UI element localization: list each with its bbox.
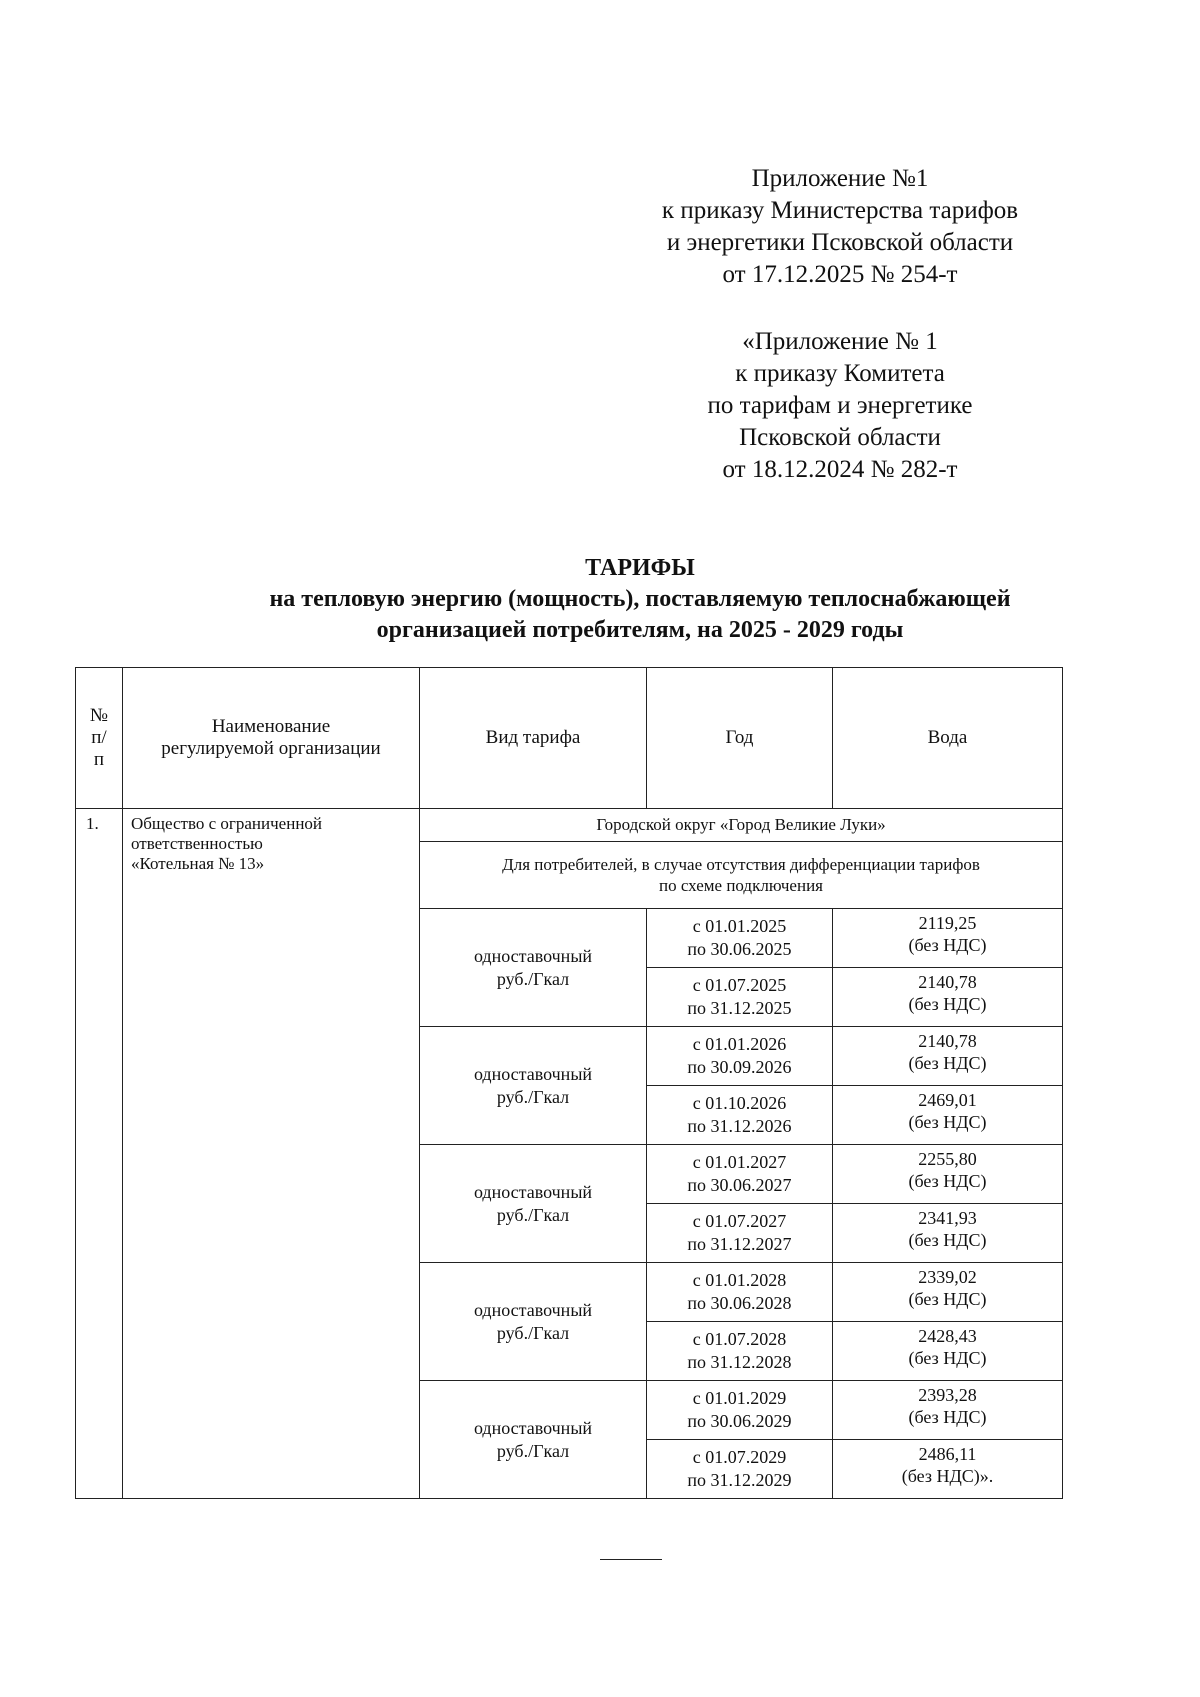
title-line: на тепловую энергию (мощность), поставляемую теплоснабжающей: [269, 586, 1011, 612]
header-tariff-type: Вид тарифа: [420, 668, 647, 809]
tariff-type: одноставочный руб./Гкал: [420, 909, 647, 1027]
tariff-period: с 01.07.2028 по 31.12.2028: [647, 1322, 833, 1381]
appendix-line: Псковской области: [739, 424, 941, 451]
header-number: № п/ п: [76, 668, 123, 809]
appendix-line: от 18.12.2024 № 282-т: [722, 456, 958, 483]
header-water: Вода: [833, 668, 1063, 809]
tariff-value: 2119,25 (без НДС): [833, 909, 1063, 968]
tariff-period: с 01.01.2026 по 30.09.2026: [647, 1027, 833, 1086]
appendix-line: по тарифам и энергетике: [707, 392, 973, 419]
tariff-value: 2428,43 (без НДС): [833, 1322, 1063, 1381]
appendix-line: к приказу Министерства тарифов: [661, 197, 1019, 224]
appendix-line: Приложение №1: [751, 165, 929, 192]
appendix-header: [610, 163, 1070, 291]
tariff-type: одноставочный руб./Гкал: [420, 1145, 647, 1263]
title-line: организацией потребителям, на 2025 - 2029 годы: [376, 617, 904, 643]
title-line: ТАРИФЫ: [585, 555, 695, 581]
tariff-value: 2255,80 (без НДС): [833, 1145, 1063, 1204]
tariff-period: с 01.07.2025 по 31.12.2025: [647, 968, 833, 1027]
tariff-value: 2469,01 (без НДС): [833, 1086, 1063, 1145]
tariff-value: 2339,02 (без НДС): [833, 1263, 1063, 1322]
tariff-type: одноставочный руб./Гкал: [420, 1263, 647, 1381]
tariff-value: 2140,78 (без НДС): [833, 1027, 1063, 1086]
end-divider-line: [600, 1559, 662, 1560]
tariff-table: [75, 667, 1063, 1499]
tariff-period: с 01.07.2029 по 31.12.2029: [647, 1440, 833, 1499]
table-header-row: [76, 668, 1063, 809]
district-name: Городской округ «Город Великие Луки»: [420, 809, 1063, 842]
tariff-value: 2393,28 (без НДС): [833, 1381, 1063, 1440]
tariff-period: с 01.07.2027 по 31.12.2027: [647, 1204, 833, 1263]
tariff-period: с 01.01.2025 по 30.06.2025: [647, 909, 833, 968]
header-year: Год: [647, 668, 833, 809]
tariff-type: одноставочный руб./Гкал: [420, 1027, 647, 1145]
tariff-period: с 01.01.2028 по 30.06.2028: [647, 1263, 833, 1322]
appendix-line: и энергетики Псковской области: [666, 229, 1014, 256]
appendix-line: «Приложение № 1: [742, 328, 938, 355]
tariff-value: 2341,93 (без НДС): [833, 1204, 1063, 1263]
appendix-line: к приказу Комитета: [735, 360, 945, 387]
tariff-period: с 01.10.2026 по 31.12.2026: [647, 1086, 833, 1145]
organization-name: Общество с ограниченной ответственностью «Котельная № 13»: [123, 809, 420, 1499]
appendix-line: от 17.12.2025 № 254-т: [722, 261, 958, 288]
tariff-type: одноставочный руб./Гкал: [420, 1381, 647, 1499]
row-number: 1.: [76, 809, 123, 1499]
previous-appendix-header: [680, 326, 1000, 486]
tariff-value: 2140,78 (без НДС): [833, 968, 1063, 1027]
header-organization: Наименование регулируемой организации: [123, 668, 420, 809]
tariff-period: с 01.01.2027 по 30.06.2027: [647, 1145, 833, 1204]
document-title: [120, 553, 1160, 646]
tariff-period: с 01.01.2029 по 30.06.2029: [647, 1381, 833, 1440]
consumer-category: Для потребителей, в случае отсутствия дифференциации тарифов по схеме подключения: [420, 842, 1063, 909]
tariff-value: 2486,11 (без НДС)».: [833, 1440, 1063, 1499]
table-row: [76, 809, 1063, 842]
